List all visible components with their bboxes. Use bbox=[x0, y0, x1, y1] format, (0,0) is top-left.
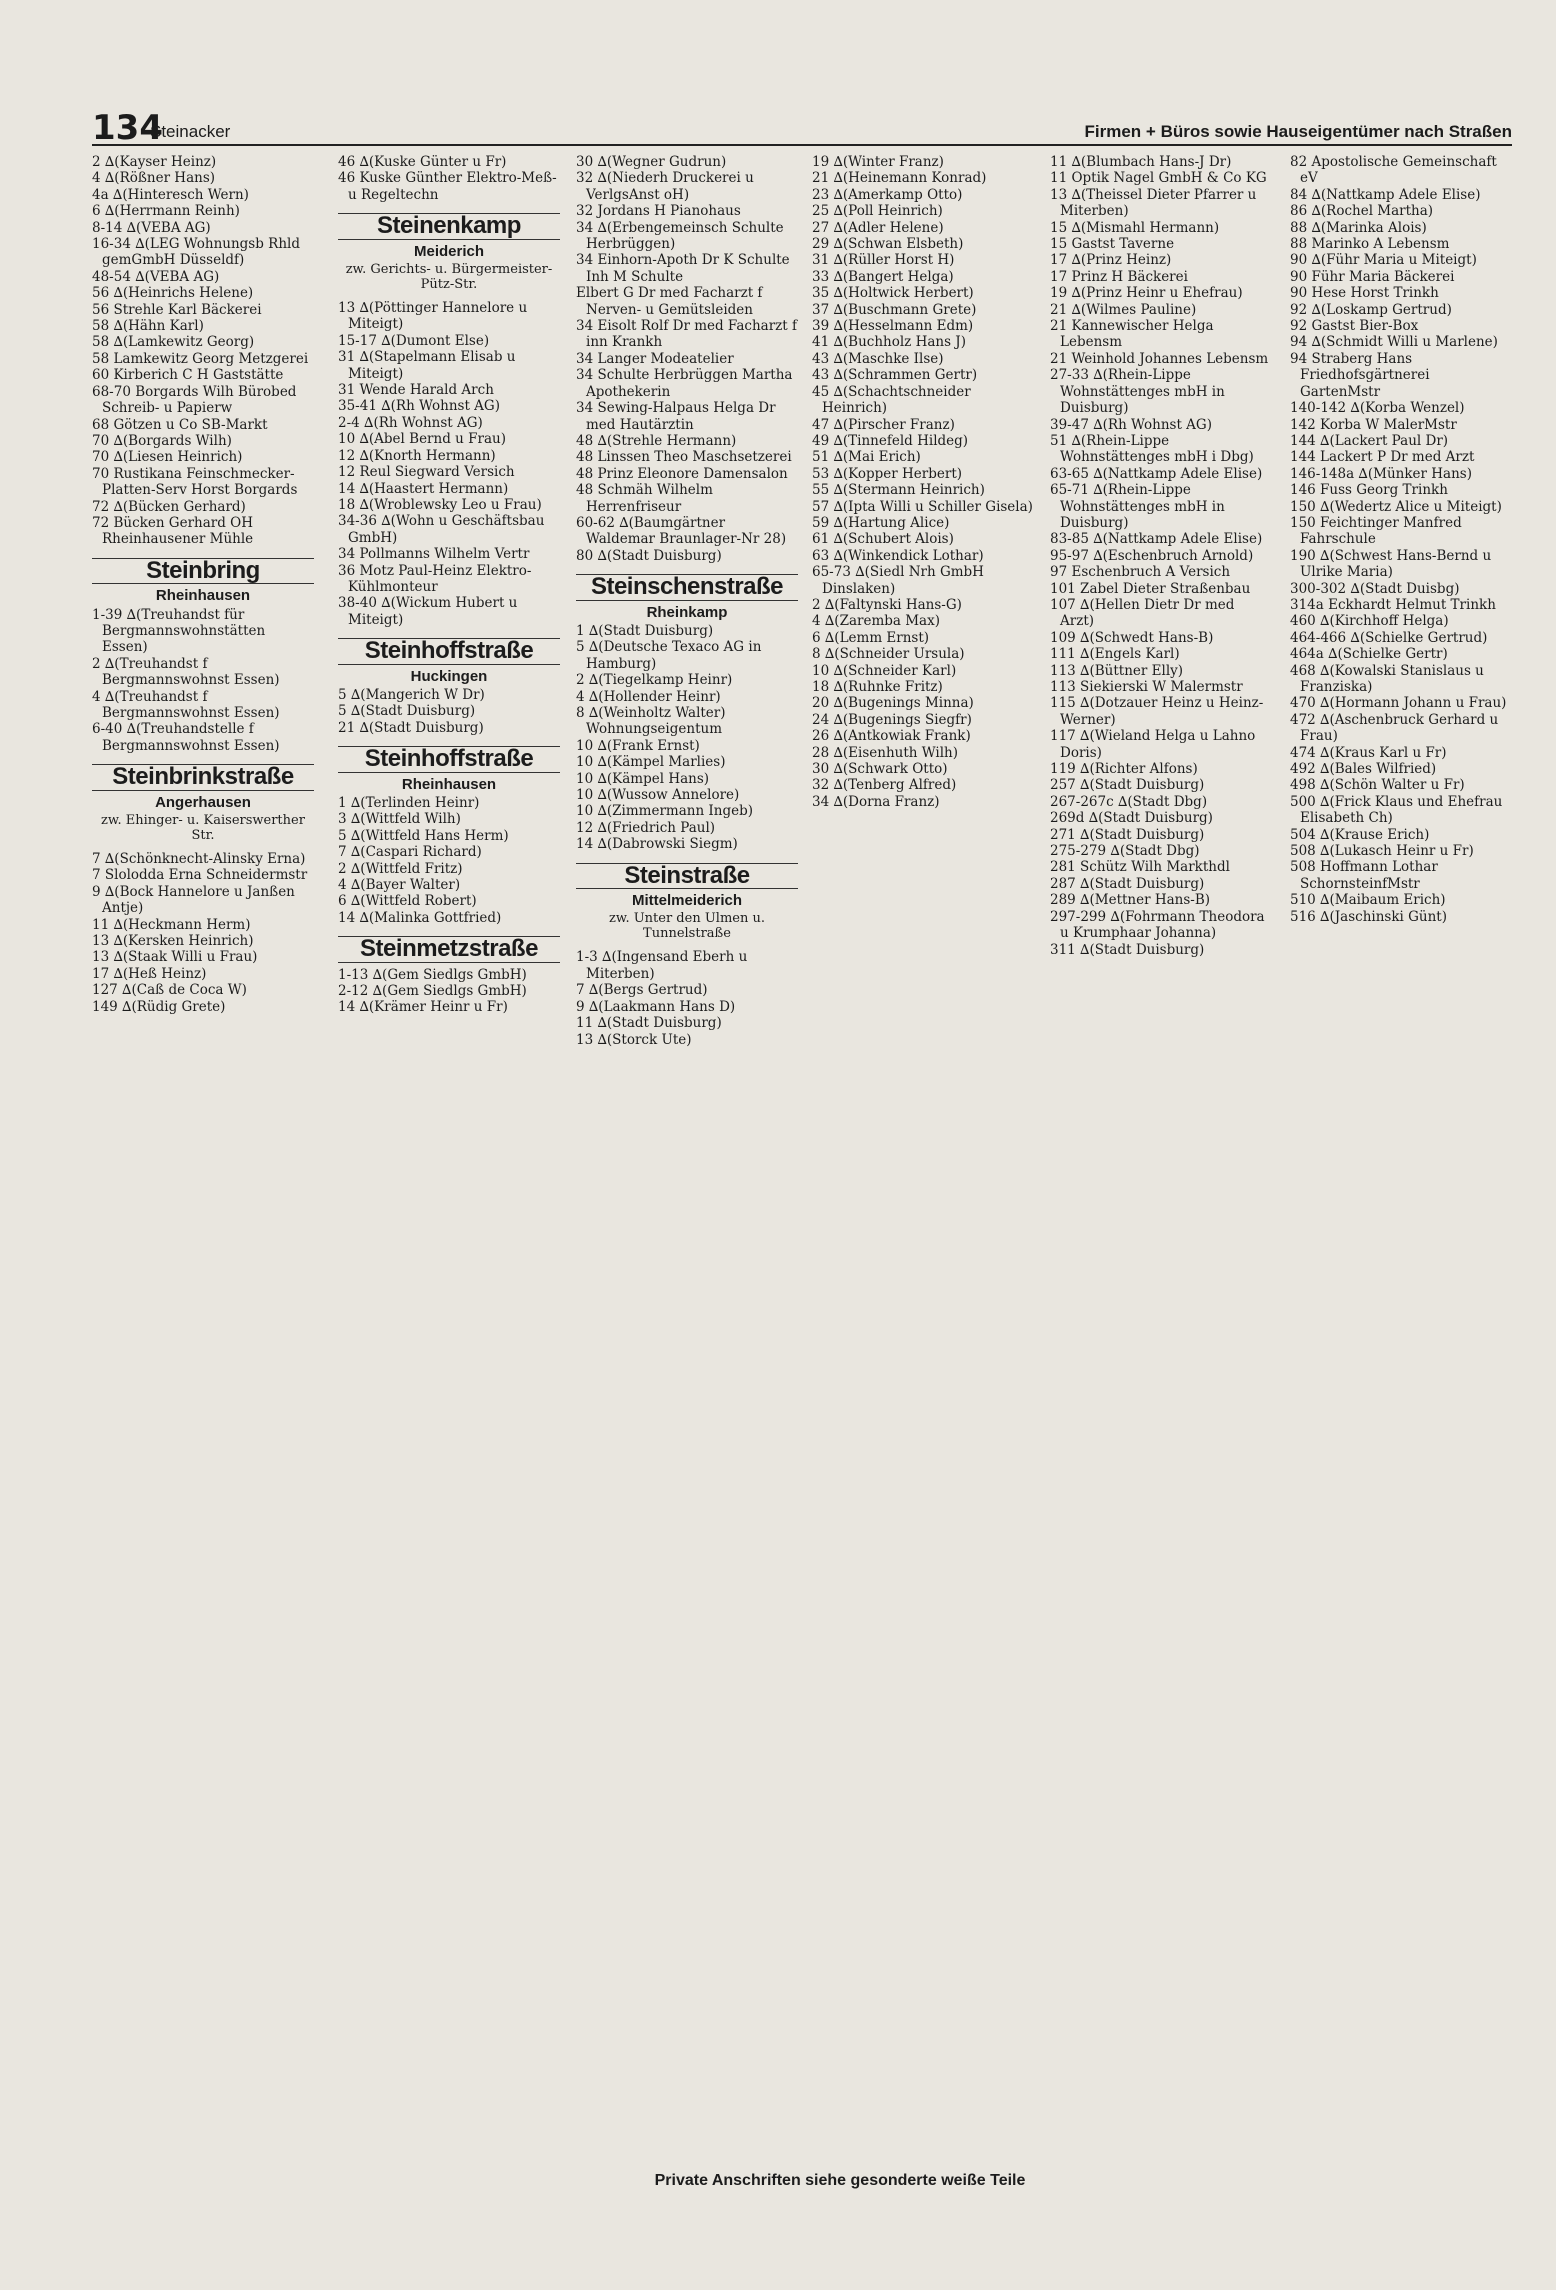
directory-entry: 2-4 ∆(Rh Wohnst AG) bbox=[338, 414, 483, 431]
directory-entry: 39-47 ∆(Rh Wohnst AG) bbox=[1050, 416, 1212, 433]
directory-entry: 55 ∆(Stermann Heinrich) bbox=[812, 482, 985, 499]
directory-entry: 4a ∆(Hinteresch Wern) bbox=[92, 186, 249, 203]
directory-entry: 15 Gastst Taverne bbox=[1050, 236, 1175, 253]
district-name: Meiderich bbox=[413, 242, 485, 260]
directory-entry: 11 Optik Nagel GmbH & Co KG bbox=[1050, 170, 1267, 187]
directory-entry: 61 ∆(Schubert Alois) bbox=[812, 531, 954, 548]
directory-entry: 1-39 ∆(Treuhandst für Bergmannswohnstätten Essen) bbox=[92, 606, 266, 656]
directory-entry: 39 ∆(Hesselmann Edm) bbox=[812, 318, 974, 335]
directory-entry: 46 Kuske Günther Elektro-Meß-u Regeltechn bbox=[338, 170, 557, 203]
directory-entry: 32 ∆(Niederh Druckerei u VerlgsAnst oH) bbox=[576, 170, 754, 203]
directory-entry: 31 Wende Harald Arch bbox=[338, 382, 494, 399]
street-heading: Steinschenstraße bbox=[576, 574, 798, 600]
directory-entry: 34 ∆(Dorna Franz) bbox=[812, 793, 940, 810]
directory-entry: 17 ∆(Heß Heinz) bbox=[92, 965, 207, 982]
directory-entry: 18 ∆(Ruhnke Fritz) bbox=[812, 679, 943, 695]
directory-entry: 5 ∆(Mangerich W Dr) bbox=[338, 686, 485, 703]
directory-entry: 113 Siekierski W Malermstr bbox=[1050, 679, 1243, 695]
directory-entry: 70 Rustikana Feinschmecker-Platten-Serv Horst Borgards bbox=[92, 465, 298, 499]
directory-entry: 88 Marinko A Lebensm bbox=[1290, 236, 1450, 253]
directory-entry: 2 ∆(Tiegelkamp Heinr) bbox=[576, 672, 733, 689]
district-name: Rheinhausen bbox=[155, 587, 251, 605]
district-name: Rheinkamp bbox=[646, 603, 728, 621]
directory-entry: 46 ∆(Kuske Günter u Fr) bbox=[338, 154, 507, 170]
directory-entry: 101 Zabel Dieter Straßenbau bbox=[1050, 580, 1251, 597]
directory-entry: 63 ∆(Winkendick Lothar) bbox=[812, 547, 984, 564]
directory-entry: 35-41 ∆(Rh Wohnst AG) bbox=[338, 398, 500, 415]
directory-entry: 113 ∆(Büttner Elly) bbox=[1050, 662, 1184, 679]
directory-entry: 12 ∆(Friedrich Paul) bbox=[576, 819, 716, 836]
street-heading: Steinenkamp bbox=[338, 213, 560, 239]
directory-entry: 95-97 ∆(Eschenbruch Arnold) bbox=[1050, 547, 1254, 564]
directory-entry: 92 ∆(Loskamp Gertrud) bbox=[1290, 301, 1452, 318]
directory-entry: 472 ∆(Aschenbruck Gerhard u Frau) bbox=[1290, 711, 1499, 745]
directory-entry: 119 ∆(Richter Alfons) bbox=[1050, 761, 1198, 778]
directory-entry: 149 ∆(Rüdig Grete) bbox=[92, 998, 226, 1015]
directory-entry: 6-40 ∆(Treuhandstelle f Bergmannswohnst Essen) bbox=[92, 721, 280, 754]
directory-entry: 90 ∆(Führ Maria u Miteigt) bbox=[1290, 252, 1477, 269]
directory-entry: 281 Schütz Wilh Markthdl bbox=[1050, 859, 1230, 876]
directory-entry: 21 ∆(Heinemann Konrad) bbox=[812, 170, 987, 187]
directory-entry: 474 ∆(Kraus Karl u Fr) bbox=[1290, 744, 1447, 761]
running-head-right: Firmen + Büros sowie Hauseigentümer nach Straßen bbox=[1084, 122, 1512, 141]
street-boundary: zw. Unter den Ulmen u. Tunnelstraße bbox=[609, 911, 765, 942]
district-name: Angerhausen bbox=[155, 793, 251, 811]
directory-entry: 14 ∆(Malinka Gottfried) bbox=[338, 909, 502, 926]
directory-entry: 2 ∆(Treuhandst f Bergmannswohnst Essen) bbox=[92, 655, 280, 689]
directory-entry: 271 ∆(Stadt Duisburg) bbox=[1050, 826, 1205, 843]
directory-entry: 14 ∆(Haastert Hermann) bbox=[338, 480, 509, 497]
directory-entry: 19 ∆(Prinz Heinr u Ehefrau) bbox=[1050, 285, 1243, 302]
directory-entry: 498 ∆(Schön Walter u Fr) bbox=[1290, 777, 1465, 794]
directory-entry: 34 Eisolt Rolf Dr med Facharzt f inn Krankh bbox=[576, 318, 798, 351]
street-heading: Steinbring bbox=[92, 558, 314, 584]
directory-entry: 12 Reul Siegward Versich bbox=[338, 464, 515, 481]
street-heading: Steinhoffstraße bbox=[338, 638, 560, 664]
footer-note: Private Anschriften siehe gesonderte weiße Teile bbox=[654, 2172, 1026, 2189]
directory-entry: 144 ∆(Lackert Paul Dr) bbox=[1290, 432, 1449, 449]
directory-entry: 43 ∆(Maschke Ilse) bbox=[812, 350, 944, 367]
directory-entry: 65-73 ∆(Siedl Nrh GmbH Dinslaken) bbox=[812, 564, 984, 597]
directory-entry: 2 ∆(Wittfeld Fritz) bbox=[338, 860, 463, 877]
directory-entry: 80 ∆(Stadt Duisburg) bbox=[576, 547, 722, 564]
district-name: Rheinhausen bbox=[401, 775, 497, 793]
column-4 bbox=[812, 154, 1034, 810]
directory-entry: 63-65 ∆(Nattkamp Adele Elise) bbox=[1050, 465, 1263, 482]
directory-entry: 43 ∆(Schrammen Gertr) bbox=[812, 367, 978, 384]
directory-entry: 17 Prinz H Bäckerei bbox=[1050, 268, 1188, 285]
directory-entry: 30 ∆(Schwark Otto) bbox=[812, 761, 948, 778]
column-3 bbox=[576, 154, 798, 1048]
directory-entry: 10 ∆(Abel Bernd u Frau) bbox=[338, 431, 506, 448]
directory-entry: 516 ∆(Jaschinski Günt) bbox=[1290, 908, 1447, 925]
directory-entry: 30 ∆(Wegner Gudrun) bbox=[576, 154, 727, 170]
directory-entry: 32 Jordans H Pianohaus bbox=[576, 203, 741, 220]
directory-entry: 508 ∆(Lukasch Heinr u Fr) bbox=[1290, 843, 1474, 860]
directory-entry: 1 ∆(Stadt Duisburg) bbox=[576, 622, 714, 639]
directory-entry: 56 Strehle Karl Bäckerei bbox=[92, 301, 262, 318]
directory-entry: 500 ∆(Frick Klaus und Ehefrau Elisabeth Ch) bbox=[1290, 793, 1503, 827]
directory-entry: 72 ∆(Bücken Gerhard) bbox=[92, 498, 246, 515]
directory-entry: 48 Prinz Eleonore Damensalon bbox=[576, 465, 788, 482]
street-heading: Steinstraße bbox=[576, 863, 798, 889]
district-name: Huckingen bbox=[410, 667, 488, 685]
directory-entry: 34 Einhorn-Apoth Dr K Schulte Inh M Schulte bbox=[576, 252, 790, 285]
directory-entry: 57 ∆(Ipta Willi u Schiller Gisela) bbox=[812, 498, 1033, 515]
directory-entry: 127 ∆(Caß de Coca W) bbox=[92, 982, 247, 999]
directory-entry: 14 ∆(Krämer Heinr u Fr) bbox=[338, 999, 508, 1016]
directory-entry: 34-36 ∆(Wohn u Geschäftsbau GmbH) bbox=[338, 513, 545, 546]
directory-entry: 14 ∆(Dabrowski Siegm) bbox=[576, 836, 738, 853]
directory-entry: 48 Linssen Theo Maschsetzerei bbox=[576, 449, 792, 466]
directory-entry: 13 ∆(Kersken Heinrich) bbox=[92, 933, 254, 950]
directory-entry: 7 Slolodda Erna Schneidermstr bbox=[92, 867, 308, 884]
directory-entry: 37 ∆(Buschmann Grete) bbox=[812, 301, 977, 318]
directory-entry: 1-13 ∆(Gem Siedlgs GmbH) bbox=[338, 966, 527, 983]
directory-entry: 275-279 ∆(Stadt Dbg) bbox=[1050, 843, 1200, 860]
street-heading: Steinhoffstraße bbox=[338, 746, 560, 772]
directory-entry: 29 ∆(Schwan Elsbeth) bbox=[812, 236, 964, 253]
directory-entry: 84 ∆(Nattkamp Adele Elise) bbox=[1290, 186, 1481, 203]
directory-entry: 21 ∆(Stadt Duisburg) bbox=[338, 719, 484, 736]
directory-entry: 21 Kannewischer Helga Lebensm bbox=[1050, 318, 1214, 351]
directory-entry: 34 Sewing-Halpaus Helga Dr med Hautärztin bbox=[576, 400, 776, 433]
directory-entry: 60-62 ∆(Baumgärtner Waldemar Braunlager-Nr 28) bbox=[576, 514, 787, 548]
directory-entry: 6 ∆(Lemm Ernst) bbox=[812, 629, 930, 646]
directory-entry: 19 ∆(Winter Franz) bbox=[812, 154, 944, 170]
directory-entry: 45 ∆(Schachtschneider Heinrich) bbox=[812, 383, 971, 417]
directory-entry: 16-34 ∆(LEG Wohnungsb Rhld gemGmbH Düsseldf) bbox=[92, 236, 300, 269]
directory-entry: 10 ∆(Schneider Karl) bbox=[812, 662, 957, 679]
directory-entry: 23 ∆(Amerkamp Otto) bbox=[812, 186, 963, 203]
directory-entry: 18 ∆(Wroblewsky Leo u Frau) bbox=[338, 496, 542, 513]
directory-entry: 60 Kirberich C H Gaststätte bbox=[92, 367, 284, 384]
directory-entry: 6 ∆(Herrmann Reinh) bbox=[92, 203, 240, 220]
directory-entry: 33 ∆(Bangert Helga) bbox=[812, 268, 954, 285]
directory-entry: 21 Weinhold Johannes Lebensm bbox=[1050, 350, 1269, 367]
directory-entry: 27-33 ∆(Rhein-Lippe Wohnstättenges mbH in Duisburg) bbox=[1050, 367, 1225, 417]
directory-entry: 9 ∆(Bock Hannelore u Janßen Antje) bbox=[92, 883, 295, 917]
directory-entry: 90 Hese Horst Trinkh bbox=[1290, 285, 1439, 302]
directory-entry: 32 ∆(Tenberg Alfred) bbox=[812, 777, 957, 794]
directory-entry: 5 ∆(Deutsche Texaco AG in Hamburg) bbox=[576, 639, 762, 672]
directory-entry: 144 Lackert P Dr med Arzt bbox=[1290, 449, 1475, 466]
directory-entry: 94 Straberg Hans Friedhofsgärtnerei GartenMstr bbox=[1290, 350, 1430, 400]
directory-entry: 492 ∆(Bales Wilfried) bbox=[1290, 761, 1437, 778]
directory-entry: 83-85 ∆(Nattkamp Adele Elise) bbox=[1050, 531, 1263, 548]
column-1 bbox=[92, 154, 314, 1015]
directory-entry: 10 ∆(Frank Ernst) bbox=[576, 737, 700, 754]
directory-entry: 2-12 ∆(Gem Siedlgs GmbH) bbox=[338, 983, 527, 1000]
directory-entry: 10 ∆(Kämpel Marlies) bbox=[576, 754, 726, 771]
directory-entry: 10 ∆(Wussow Annelore) bbox=[576, 787, 740, 804]
directory-entry: 5 ∆(Wittfeld Hans Herm) bbox=[338, 827, 509, 844]
directory-entry: 53 ∆(Kopper Herbert) bbox=[812, 465, 963, 482]
directory-entry: 3 ∆(Wittfeld Wilh) bbox=[338, 811, 461, 828]
directory-entry: 88 ∆(Marinka Alois) bbox=[1290, 219, 1427, 236]
directory-entry: 27 ∆(Adler Helene) bbox=[812, 219, 944, 236]
directory-entry: 468 ∆(Kowalski Stanislaus u Franziska) bbox=[1290, 662, 1484, 695]
directory-entry: 470 ∆(Hormann Johann u Frau) bbox=[1290, 695, 1507, 712]
directory-entry: 82 Apostolische Gemeinschaft eV bbox=[1290, 154, 1497, 187]
directory-entry: 6 ∆(Wittfeld Robert) bbox=[338, 893, 477, 910]
directory-entry: 35 ∆(Holtwick Herbert) bbox=[812, 285, 974, 302]
directory-entry: 11 ∆(Blumbach Hans-J Dr) bbox=[1050, 154, 1232, 170]
directory-entry: 15 ∆(Mismahl Hermann) bbox=[1050, 219, 1220, 236]
column-5 bbox=[1050, 154, 1272, 958]
directory-entry: 48 Schmäh Wilhelm Herrenfriseur bbox=[576, 482, 713, 515]
directory-entry: 287 ∆(Stadt Duisburg) bbox=[1050, 875, 1205, 892]
directory-entry: 51 ∆(Mai Erich) bbox=[812, 449, 921, 466]
directory-entry: 2 ∆(Faltynski Hans-G) bbox=[812, 596, 962, 613]
directory-entry: 150 ∆(Wedertz Alice u Miteigt) bbox=[1290, 498, 1502, 515]
directory-entry: 2 ∆(Kayser Heinz) bbox=[92, 154, 217, 170]
directory-entry: 150 Feichtinger Manfred Fahrschule bbox=[1290, 514, 1462, 548]
directory-entry: 8 ∆(Schneider Ursula) bbox=[812, 646, 965, 663]
directory-entry: 257 ∆(Stadt Duisburg) bbox=[1050, 777, 1205, 794]
street-boundary: zw. Gerichts- u. Bürgermeister-Pütz-Str. bbox=[345, 262, 553, 293]
directory-entry: 1-3 ∆(Ingensand Eberh u Miterben) bbox=[576, 949, 748, 982]
directory-entry: 20 ∆(Bugenings Minna) bbox=[812, 695, 974, 712]
directory-entry: 464-466 ∆(Schielke Gertrud) bbox=[1290, 629, 1488, 646]
directory-entry: 58 ∆(Lamkewitz Georg) bbox=[92, 334, 255, 351]
directory-entry: 72 Bücken Gerhard OH Rheinhausener Mühle bbox=[92, 514, 254, 548]
directory-entry: 297-299 ∆(Fohrmann Theodora u Krumphaar Johanna) bbox=[1050, 908, 1265, 942]
directory-entry: 140-142 ∆(Korba Wenzel) bbox=[1290, 400, 1465, 417]
directory-entry: Elbert G Dr med Facharzt f Nerven- u Gemütsleiden bbox=[576, 285, 763, 318]
directory-entry: 68-70 Borgards Wilh Bürobed Schreib- u Papierw bbox=[92, 383, 297, 417]
directory-entry: 117 ∆(Wieland Helga u Lahno Doris) bbox=[1050, 728, 1256, 761]
directory-entry: 142 Korba W MalerMstr bbox=[1290, 416, 1457, 433]
street-heading: Steinmetzstraße bbox=[338, 936, 560, 962]
directory-entry: 146 Fuss Georg Trinkh bbox=[1290, 482, 1448, 499]
directory-entry: 300-302 ∆(Stadt Duisbg) bbox=[1290, 580, 1460, 597]
directory-entry: 34 ∆(Erbengemeinsch Schulte Herbrüggen) bbox=[576, 219, 784, 253]
directory-entry: 86 ∆(Rochel Martha) bbox=[1290, 203, 1434, 220]
directory-entry: 48 ∆(Strehle Hermann) bbox=[576, 432, 737, 449]
directory-entry: 41 ∆(Buchholz Hans J) bbox=[812, 334, 966, 351]
directory-entry: 94 ∆(Schmidt Willi u Marlene) bbox=[1290, 334, 1498, 351]
directory-entry: 97 Eschenbruch A Versich bbox=[1050, 564, 1231, 581]
directory-entry: 36 Motz Paul-Heinz Elektro-Kühlmonteur bbox=[338, 562, 532, 595]
directory-entry: 508 Hoffmann Lothar SchornsteinfMstr bbox=[1290, 859, 1438, 892]
directory-entry: 269d ∆(Stadt Duisburg) bbox=[1050, 810, 1213, 827]
directory-entry: 17 ∆(Prinz Heinz) bbox=[1050, 252, 1172, 269]
directory-entry: 38-40 ∆(Wickum Hubert u Miteigt) bbox=[338, 595, 518, 628]
directory-entry: 47 ∆(Pirscher Franz) bbox=[812, 416, 955, 433]
directory-entry: 11 ∆(Stadt Duisburg) bbox=[576, 1015, 722, 1032]
directory-entry: 464a ∆(Schielke Gertr) bbox=[1290, 646, 1448, 663]
directory-entry: 11 ∆(Heckmann Herm) bbox=[92, 916, 251, 933]
directory-entry: 34 Pollmanns Wilhelm Vertr bbox=[338, 546, 530, 563]
directory-entry: 58 ∆(Hähn Karl) bbox=[92, 318, 204, 335]
street-heading: Steinbrinkstraße bbox=[92, 764, 314, 790]
directory-entry: 28 ∆(Eisenhuth Wilh) bbox=[812, 744, 958, 761]
directory-entry: 8-14 ∆(VEBA AG) bbox=[92, 219, 211, 236]
directory-entry: 12 ∆(Knorth Hermann) bbox=[338, 447, 496, 464]
directory-entry: 13 ∆(Staak Willi u Frau) bbox=[92, 949, 258, 966]
page-header bbox=[92, 108, 1512, 146]
directory-entry: 314a Eckhardt Helmut Trinkh bbox=[1290, 596, 1496, 613]
directory-entry: 4 ∆(Bayer Walter) bbox=[338, 877, 461, 894]
directory-entry: 311 ∆(Stadt Duisburg) bbox=[1050, 941, 1205, 958]
directory-entry: 13 ∆(Pöttinger Hannelore u Miteigt) bbox=[338, 300, 528, 333]
directory-entry: 8 ∆(Weinholtz Walter) Wohnungseigentum bbox=[576, 705, 726, 738]
directory-entry: 21 ∆(Wilmes Pauline) bbox=[1050, 301, 1197, 318]
directory-entry: 25 ∆(Poll Heinrich) bbox=[812, 203, 943, 220]
directory-entry: 90 Führ Maria Bäckerei bbox=[1290, 268, 1455, 285]
directory-entry: 70 ∆(Borgards Wilh) bbox=[92, 432, 232, 449]
directory-entry: 4 ∆(Rößner Hans) bbox=[92, 170, 216, 187]
directory-entry: 68 Götzen u Co SB-Markt bbox=[92, 416, 268, 433]
directory-entry: 48-54 ∆(VEBA AG) bbox=[92, 268, 220, 285]
running-head-left: Steinacker bbox=[150, 122, 231, 141]
directory-entry: 31 ∆(Rüller Horst H) bbox=[812, 252, 955, 269]
directory-entry: 10 ∆(Zimmermann Ingeb) bbox=[576, 803, 754, 820]
directory-entry: 4 ∆(Zaremba Max) bbox=[812, 613, 940, 630]
directory-entry: 65-71 ∆(Rhein-Lippe Wohnstättenges mbH in Duisburg) bbox=[1050, 482, 1225, 531]
directory-entry: 146-148a ∆(Münker Hans) bbox=[1290, 465, 1472, 482]
directory-entry: 59 ∆(Hartung Alice) bbox=[812, 514, 950, 531]
directory-entry: 56 ∆(Heinrichs Helene) bbox=[92, 285, 254, 302]
directory-entry: 7 ∆(Schönknecht-Alinsky Erna) bbox=[92, 851, 306, 868]
directory-entry: 190 ∆(Schwest Hans-Bernd u Ulrike Maria) bbox=[1290, 547, 1492, 581]
directory-entry: 4 ∆(Treuhandst f Bergmannswohnst Essen) bbox=[92, 688, 280, 721]
page-number: 134 bbox=[92, 108, 163, 148]
directory-entry: 7 ∆(Caspari Richard) bbox=[338, 844, 482, 861]
directory-entry: 111 ∆(Engels Karl) bbox=[1050, 646, 1180, 663]
directory-entry: 7 ∆(Bergs Gertrud) bbox=[576, 982, 708, 999]
directory-entry: 31 ∆(Stapelmann Elisab u Miteigt) bbox=[338, 349, 516, 382]
directory-entry: 4 ∆(Hollender Heinr) bbox=[576, 688, 721, 705]
directory-entry: 92 Gastst Bier-Box bbox=[1290, 318, 1419, 335]
directory-entry: 34 Langer Modeatelier bbox=[576, 350, 734, 367]
directory-entry: 13 ∆(Storck Ute) bbox=[576, 1031, 692, 1048]
directory-entry: 15-17 ∆(Dumont Else) bbox=[338, 332, 490, 349]
directory-entry: 510 ∆(Maibaum Erich) bbox=[1290, 892, 1446, 909]
directory-entry: 9 ∆(Laakmann Hans D) bbox=[576, 998, 736, 1015]
directory-entry: 51 ∆(Rhein-Lippe Wohnstättenges mbH i Dbg) bbox=[1050, 432, 1254, 466]
directory-entry: 460 ∆(Kirchhoff Helga) bbox=[1290, 613, 1449, 630]
column-2 bbox=[338, 154, 560, 1016]
directory-entry: 107 ∆(Hellen Dietr Dr med Arzt) bbox=[1050, 596, 1235, 630]
directory-entry: 49 ∆(Tinnefeld Hildeg) bbox=[812, 432, 969, 449]
directory-entry: 34 Schulte Herbrüggen Martha Apothekerin bbox=[576, 367, 793, 400]
directory-entry: 109 ∆(Schwedt Hans-B) bbox=[1050, 629, 1214, 646]
directory-entry: 289 ∆(Mettner Hans-B) bbox=[1050, 892, 1211, 909]
column-6 bbox=[1290, 154, 1512, 925]
directory-entry: 1 ∆(Terlinden Heinr) bbox=[338, 795, 480, 811]
directory-entry: 504 ∆(Krause Erich) bbox=[1290, 826, 1430, 843]
street-boundary: zw. Ehinger- u. Kaiserswerther Str. bbox=[101, 813, 305, 844]
directory-entry: 267-267c ∆(Stadt Dbg) bbox=[1050, 793, 1208, 810]
directory-entry: 58 Lamkewitz Georg Metzgerei bbox=[92, 350, 309, 367]
directory-entry: 26 ∆(Antkowiak Frank) bbox=[812, 728, 971, 745]
directory-entry: 10 ∆(Kämpel Hans) bbox=[576, 770, 710, 787]
directory-entry: 70 ∆(Liesen Heinrich) bbox=[92, 449, 243, 466]
directory-entry: 13 ∆(Theissel Dieter Pfarrer u Miterben) bbox=[1050, 186, 1257, 220]
directory-entry: 24 ∆(Bugenings Siegfr) bbox=[812, 711, 972, 728]
directory-entry: 5 ∆(Stadt Duisburg) bbox=[338, 703, 476, 720]
district-name: Mittelmeiderich bbox=[631, 892, 743, 910]
directory-entry: 115 ∆(Dotzauer Heinz u Heinz-Werner) bbox=[1050, 695, 1264, 728]
